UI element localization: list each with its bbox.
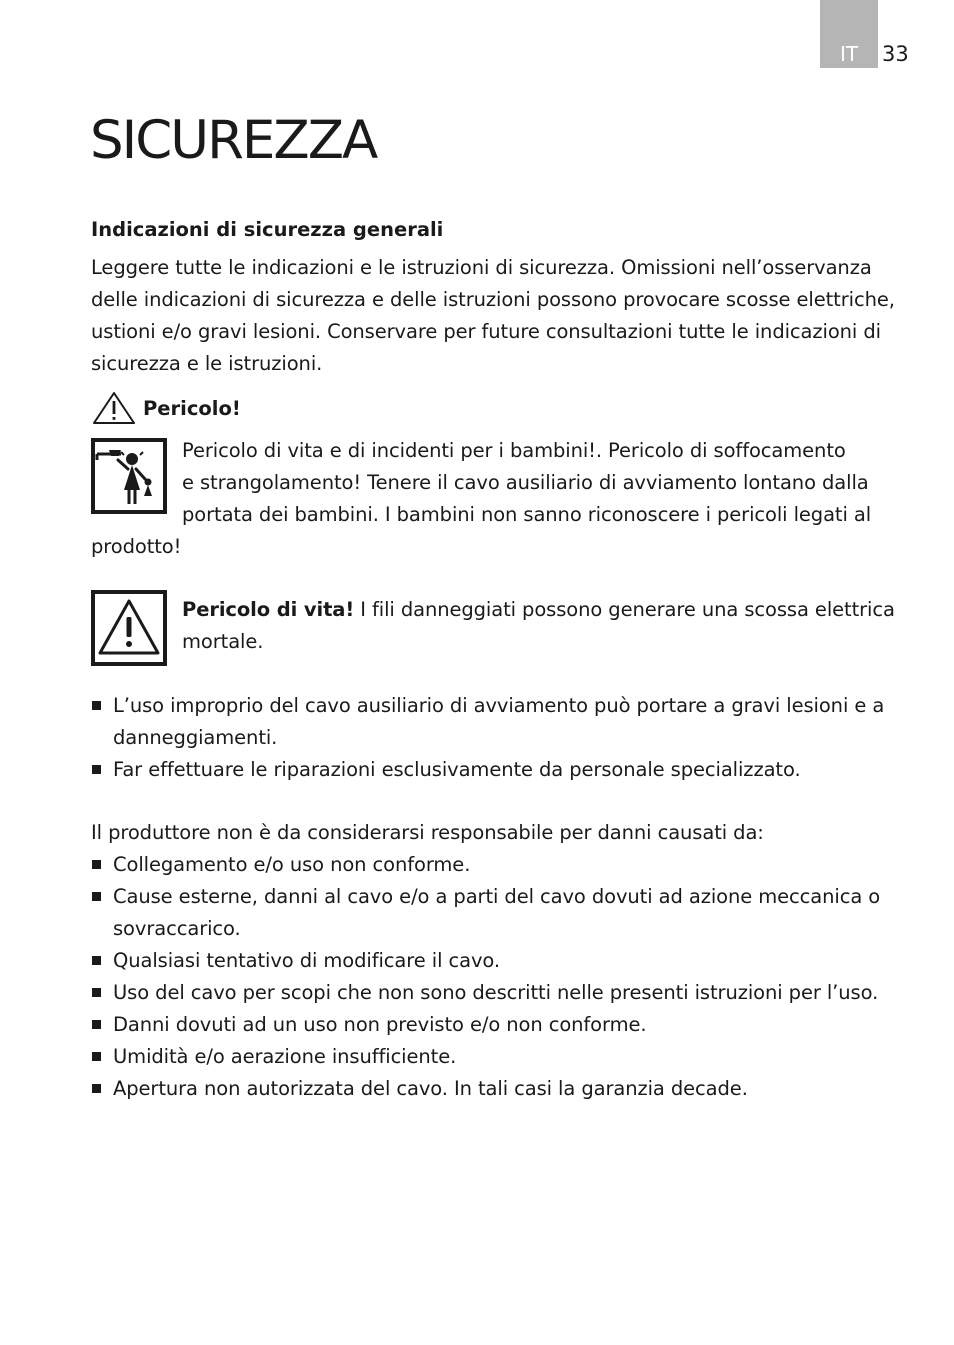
text-line: Leggere tutte le indicazioni e le istruzioni di sicurezza. Omissioni nell’osservanza xyxy=(91,256,872,279)
warning-body: I fili danneggiati possono generare una scossa elettrica mortale. xyxy=(182,598,895,653)
list-item: Danni dovuti ad un uso non previsto e/o non conforme. xyxy=(91,1009,911,1041)
page-title: SICUREZZA xyxy=(90,110,377,171)
danger-text xyxy=(91,435,911,563)
warning-bold: Pericolo di vita! xyxy=(182,598,355,621)
text-line: ustioni e/o gravi lesioni. Conservare per future consultazioni tutte le indicazioni di xyxy=(91,320,881,343)
list-item: Apertura non autorizzata del cavo. In tali casi la garanzia decade. xyxy=(91,1073,911,1105)
bullet-list xyxy=(91,690,911,786)
list-item: L’uso improprio del cavo ausiliario di avviamento può portare a gravi lesioni e a danneggiamenti. xyxy=(91,690,911,754)
liability-intro: Il produttore non è da considerarsi responsabile per danni causati da: xyxy=(91,821,764,844)
danger-heading xyxy=(91,390,241,426)
page-number: 33 xyxy=(882,42,909,66)
list-item: Uso del cavo per scopi che non sono descritti nelle presenti istruzioni per l’uso. xyxy=(91,977,911,1009)
text-line: sicurezza e le istruzioni. xyxy=(91,352,323,375)
list-item: Far effettuare le riparazioni esclusivamente da personale specializzato. xyxy=(91,754,911,786)
list-item: Qualsiasi tentativo di modificare il cavo. xyxy=(91,945,911,977)
text-line: portata dei bambini. I bambini non sanno riconoscere i pericoli legati al xyxy=(182,503,872,526)
warning-triangle-icon xyxy=(91,390,137,426)
list-item: Cause esterne, danni al cavo e/o a parti del cavo dovuti ad azione meccanica o sovraccarico. xyxy=(91,881,911,945)
text-line: prodotto! xyxy=(91,535,182,558)
text-line: e strangolamento! Tenere il cavo ausiliario di avviamento lontano dalla xyxy=(182,471,869,494)
general-safety-text xyxy=(91,252,911,380)
bullet-list xyxy=(91,849,911,1105)
list-item: Umidità e/o aerazione insufficiente. xyxy=(91,1041,911,1073)
text-line: delle indicazioni di sicurezza e delle istruzioni possono provocare scosse elettriche, xyxy=(91,288,895,311)
warning-sign-icon xyxy=(91,590,167,666)
danger-label: Pericolo! xyxy=(143,396,241,420)
list-item: Collegamento e/o uso non conforme. xyxy=(91,849,911,881)
language-tab: IT xyxy=(820,0,878,68)
section-heading: Indicazioni di sicurezza generali xyxy=(91,218,444,241)
text-line: Pericolo di vita e di incidenti per i bambini!. Pericolo di soffocamento xyxy=(182,439,846,462)
warning-text xyxy=(182,594,912,658)
